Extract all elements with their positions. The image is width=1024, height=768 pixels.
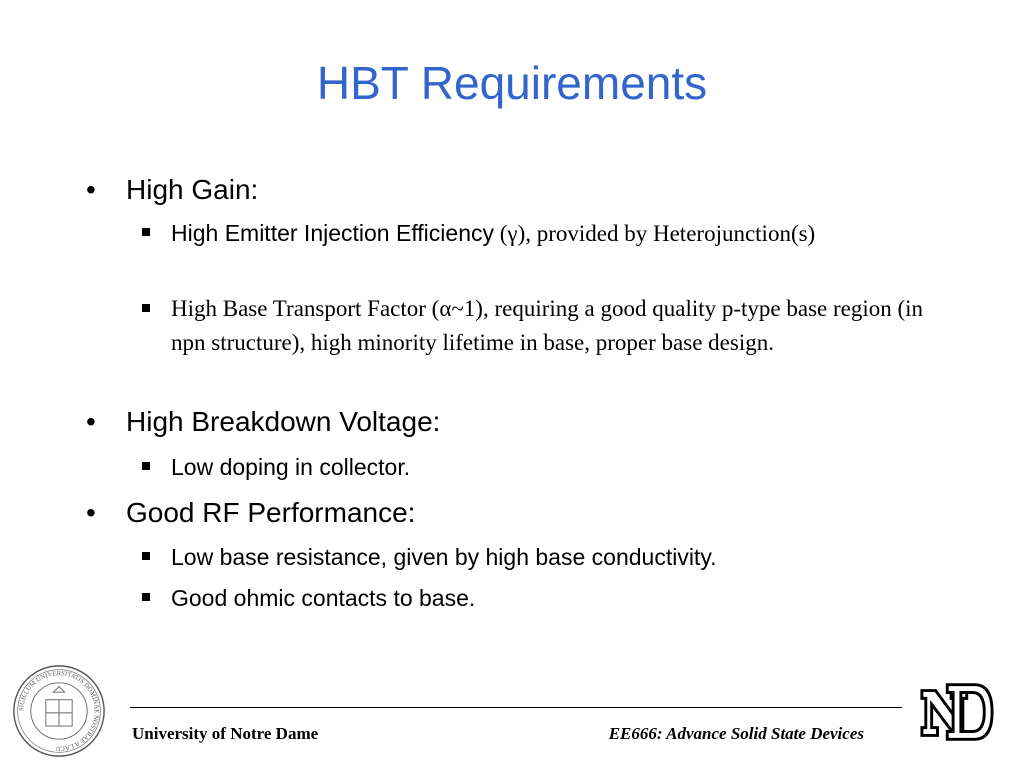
bullet-breakdown-voltage bbox=[86, 405, 441, 439]
sub-bullet-low-doping bbox=[171, 450, 951, 484]
sub-bullet-serif-text: (γ), provided by Heterojunction(s) bbox=[494, 221, 816, 246]
square-bullet-icon bbox=[142, 304, 150, 312]
sub-bullet-text: Low doping in collector. bbox=[171, 454, 411, 480]
bullet-heading: High Gain: bbox=[126, 174, 259, 205]
square-bullet-icon bbox=[142, 228, 150, 236]
bullet-dot: • bbox=[86, 497, 96, 528]
seal-lettering: SIGILLUM UNIVERSITATIS DOMINAE NOSTRAE A LACU bbox=[18, 670, 100, 752]
university-seal-icon bbox=[12, 664, 106, 758]
sub-bullet-text: Good ohmic contacts to base. bbox=[171, 585, 476, 611]
square-bullet-icon bbox=[142, 593, 150, 601]
bullet-heading: Good RF Performance: bbox=[126, 497, 416, 528]
sub-bullet-base-transport bbox=[171, 292, 951, 360]
footer-divider bbox=[130, 707, 902, 708]
footer-university: University of Notre Dame bbox=[132, 724, 319, 743]
square-bullet-icon bbox=[142, 462, 150, 470]
slide-title: HBT Requirements bbox=[316, 57, 708, 109]
sub-bullet-ohmic-contacts bbox=[171, 581, 951, 615]
bullet-dot: • bbox=[86, 174, 96, 205]
footer-course: EE666: Advance Solid State Devices bbox=[608, 724, 864, 743]
sub-bullet-base-resistance bbox=[171, 540, 951, 574]
sub-bullet-sans-text: High Emitter Injection Efficiency bbox=[171, 220, 494, 246]
nd-monogram-icon bbox=[918, 680, 996, 744]
sub-bullet-text: Low base resistance, given by high base conductivity. bbox=[171, 544, 717, 570]
bullet-high-gain bbox=[86, 173, 259, 207]
bullet-rf-performance bbox=[86, 496, 416, 530]
sub-bullet-injection-efficiency bbox=[171, 216, 951, 251]
bullet-heading: High Breakdown Voltage: bbox=[126, 406, 441, 437]
bullet-dot: • bbox=[86, 406, 96, 437]
sub-bullet-serif-text: High Base Transport Factor (α~1), requiring a good quality p-type base region (in npn structure), high minority lifetime in base, proper base design. bbox=[171, 296, 924, 355]
square-bullet-icon bbox=[142, 552, 150, 560]
